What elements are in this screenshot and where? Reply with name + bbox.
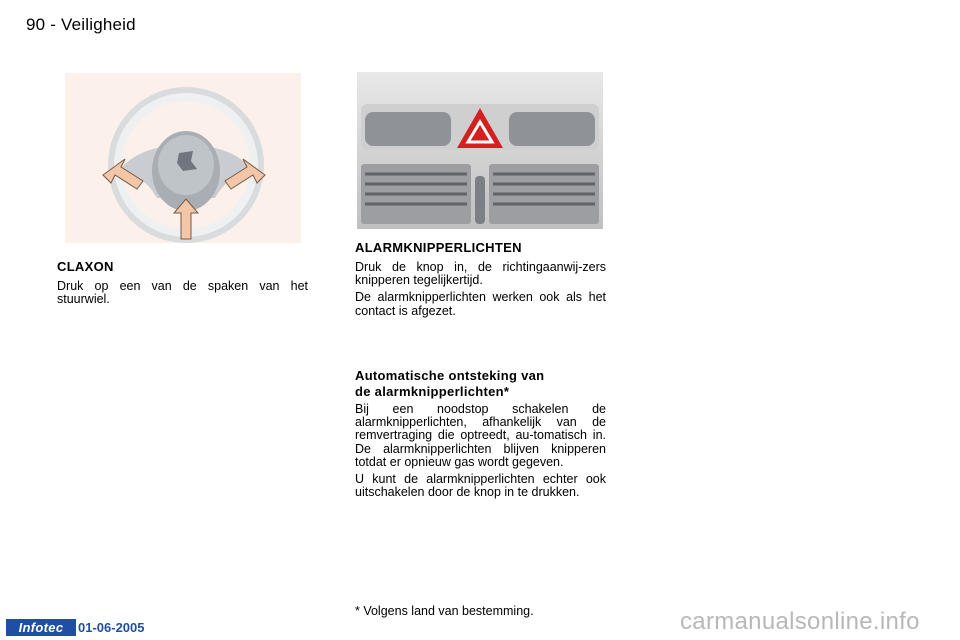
infotec-badge: Infotec xyxy=(6,619,76,636)
alarm-text xyxy=(355,261,606,322)
page-title: 90 - Veiligheid xyxy=(26,15,136,34)
watermark: carmanualsonline.info xyxy=(680,608,920,635)
claxon-text xyxy=(57,280,308,310)
footnote: * Volgens land van bestemming. xyxy=(355,604,534,618)
claxon-heading: CLAXON xyxy=(57,259,114,274)
claxon-paragraph: Druk op een van de spaken van het stuurwiel. xyxy=(57,279,308,307)
alarm-paragraph-1: Druk de knop in, de richtingaanwij-zers knipperen tegelijkertijd. xyxy=(355,260,606,288)
alarm-paragraph-2: De alarmknipperlichten werken ook als het contact is afgezet. xyxy=(355,290,606,318)
auto-hazard-heading xyxy=(355,368,607,400)
hazard-switch-panel-illustration xyxy=(357,72,603,229)
alarm-heading: ALARMKNIPPERLICHTEN xyxy=(355,240,522,255)
steering-wheel-illustration xyxy=(65,73,301,243)
auto-hazard-text xyxy=(355,403,606,503)
auto-hazard-paragraph-1: Bij een noodstop schakelen de alarmknipperlichten, afhankelijk van de remvertraging die optreedt, au-tomatisch in. De alarmknipperlichten blijven knipperen totdat er opnieuw gas wordt gegeven. xyxy=(355,402,606,469)
auto-hazard-heading-line-2: de alarmknipperlichten* xyxy=(355,384,510,399)
print-date: 01-06-2005 xyxy=(78,620,145,635)
auto-hazard-paragraph-2: U kunt de alarmknipperlichten echter ook uitschakelen door de knop in te drukken. xyxy=(355,472,606,500)
auto-hazard-heading-line-1: Automatische ontsteking van xyxy=(355,368,545,383)
